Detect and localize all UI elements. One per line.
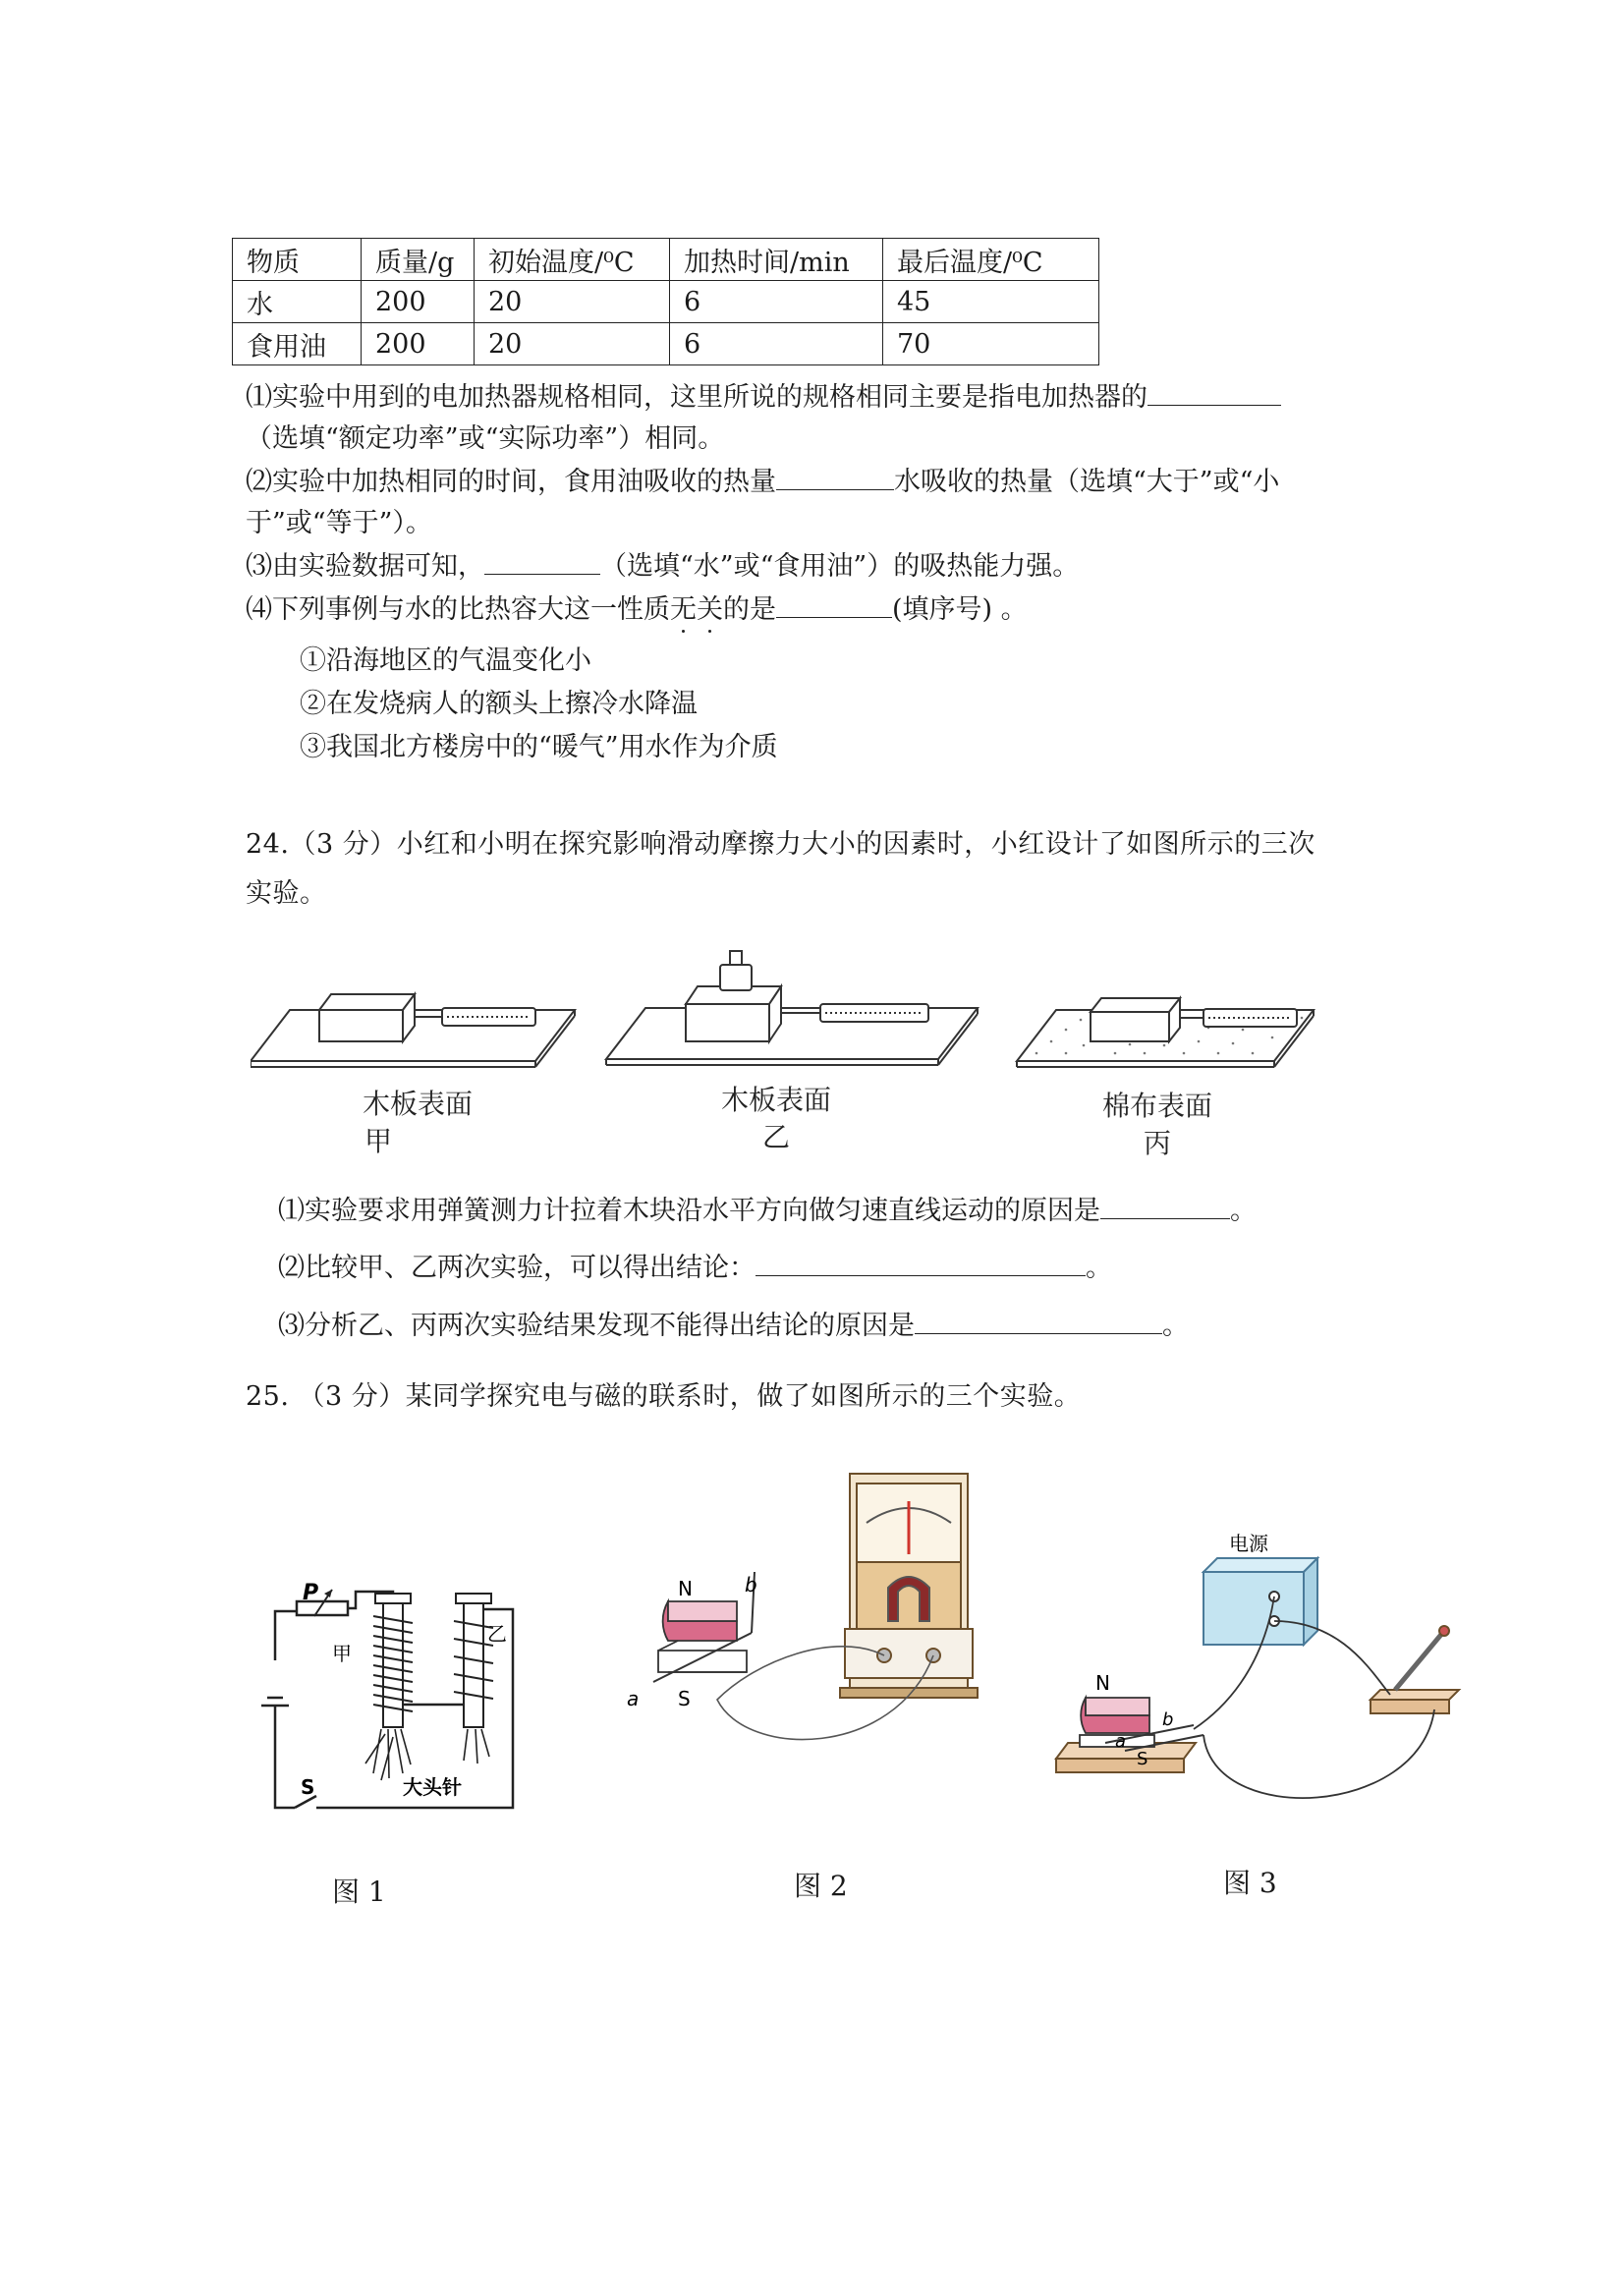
- table-cell: 水: [233, 281, 362, 323]
- galvanometer: [840, 1474, 978, 1698]
- wood-block-bing: [1091, 998, 1180, 1041]
- table-cell: 食用油: [233, 323, 362, 365]
- answer-blank[interactable]: [484, 546, 600, 575]
- q23-part4-line: [246, 589, 1028, 630]
- q23-option-3: ③我国北方楼房中的“暖气”用水作为介质: [300, 732, 778, 762]
- fig-yi-label: 乙: [761, 1121, 790, 1153]
- q23-option-1: ①沿海地区的气温变化小: [300, 645, 591, 676]
- label-s: S: [1137, 1749, 1148, 1769]
- label-p: P: [303, 1581, 319, 1605]
- q24-part1-text: ⑴实验要求用弹簧测力计拉着木块沿水平方向做匀速直线运动的原因是: [278, 1196, 1100, 1226]
- q23-part4-text-a: ⑷下列事例与水的比热容大这一性质: [246, 594, 670, 625]
- q23-option-2: ②在发烧病人的额头上擦冷水降温: [300, 689, 698, 719]
- table-cell: 200: [362, 323, 475, 365]
- table-header-cell: 加热时间/min: [670, 239, 883, 281]
- table-row: [233, 323, 1099, 365]
- q25-stem: 25. （3 分）某同学探究电与磁的联系时，做了如图所示的三个实验。: [246, 1381, 1082, 1412]
- table-cell: 6: [670, 323, 883, 365]
- label-power: 电源: [1229, 1533, 1268, 1555]
- table-header-cell: 初始温度/⁰C: [475, 239, 670, 281]
- table-header-row: [233, 239, 1099, 281]
- data-table: [232, 238, 1099, 365]
- q24-part2-text: ⑵比较甲、乙两次实验，可以得出结论：: [278, 1253, 756, 1283]
- q23-part3-line: [246, 546, 1079, 587]
- answer-blank[interactable]: [1147, 377, 1281, 406]
- table-cell: 45: [883, 281, 1099, 323]
- wood-block-yi: [686, 986, 781, 1041]
- q23-part1-line1: [246, 377, 1281, 418]
- fig-bing-label: 丙: [1143, 1127, 1171, 1159]
- q24-stem-line2: 实验。: [246, 878, 327, 909]
- q23-part2-text-a: ⑵实验中加热相同的时间，食用油吸收的热量: [246, 467, 776, 497]
- label-a: a: [627, 1687, 640, 1710]
- electromagnet-jia: [373, 1594, 413, 1727]
- figure-3-motor-circuit: [1046, 1533, 1488, 1818]
- table-header-cell: 最后温度/⁰C: [883, 239, 1099, 281]
- answer-blank[interactable]: [915, 1306, 1162, 1334]
- answer-blank[interactable]: [776, 589, 892, 618]
- label-b: b: [1162, 1709, 1174, 1730]
- table-cell: 20: [475, 323, 670, 365]
- q23-part4-text-c: (填序号) 。: [892, 594, 1028, 625]
- answer-blank[interactable]: [1100, 1191, 1230, 1219]
- q24-part2: [278, 1248, 1112, 1288]
- q24-part2-end: 。: [1086, 1253, 1112, 1283]
- friction-experiment-figure: [251, 943, 1321, 1081]
- table-cell: 70: [883, 323, 1099, 365]
- figure-2-caption: 图 2: [794, 1870, 848, 1902]
- answer-blank[interactable]: [756, 1248, 1086, 1276]
- label-n: N: [678, 1577, 693, 1600]
- q24-part3-text: ⑶分析乙、丙两次实验结果发现不能得出结论的原因是: [278, 1311, 915, 1341]
- label-a: a: [1115, 1731, 1127, 1752]
- q24-part3-end: 。: [1162, 1311, 1189, 1341]
- q23-part4-text-b: 的是: [723, 594, 776, 625]
- table-cell: 20: [475, 281, 670, 323]
- label-s: S: [678, 1687, 691, 1710]
- label-b: b: [745, 1573, 757, 1596]
- q23-part3-text-b: （选填“水”或“食用油”）的吸热能力强。: [600, 551, 1080, 582]
- q23-part3-text-a: ⑶由实验数据可知，: [246, 551, 484, 582]
- q23-part2-line2: 于”或“等于”）。: [246, 508, 432, 538]
- wood-block-jia: [319, 994, 415, 1041]
- fig-bing-surface: 棉布表面: [1101, 1090, 1212, 1122]
- q23-part1-text-a: ⑴实验中用到的电加热器规格相同，这里所说的规格相同主要是指电加热器的: [246, 382, 1147, 413]
- switch: [1371, 1626, 1459, 1713]
- q24-part3: [278, 1306, 1189, 1346]
- figure-1-caption: 图 1: [332, 1876, 386, 1908]
- q24-part1: [278, 1191, 1257, 1231]
- weight-yi: [720, 951, 752, 990]
- emphasis-char: 无: [670, 594, 697, 625]
- label-yi: 乙: [487, 1622, 507, 1646]
- electromagnet-yi: [454, 1594, 493, 1727]
- fig-yi-surface: 木板表面: [720, 1084, 831, 1116]
- table-header-cell: 质量/g: [362, 239, 475, 281]
- figure-2-galvanometer: [599, 1464, 982, 1759]
- answer-blank[interactable]: [776, 462, 894, 490]
- table-row: [233, 281, 1099, 323]
- u-magnet: [658, 1601, 747, 1672]
- pins: [365, 1729, 489, 1780]
- q23-part2-text-b: 水吸收的热量（选填“大于”或“小: [894, 467, 1280, 497]
- table-cell: 200: [362, 281, 475, 323]
- q23-part2-line1: [246, 462, 1279, 502]
- q24-part1-end: 。: [1230, 1196, 1257, 1226]
- q24-stem-line1: 24.（3 分）小红和小明在探究影响滑动摩擦力大小的因素时，小红设计了如图所示的三次: [246, 829, 1315, 860]
- label-n: N: [1095, 1671, 1110, 1695]
- table-cell: 6: [670, 281, 883, 323]
- q23-part1-line2: （选填“额定功率”或“实际功率”）相同。: [246, 423, 725, 454]
- label-s: S: [301, 1775, 315, 1799]
- fig-jia-label: 甲: [364, 1125, 392, 1157]
- label-jia: 甲: [332, 1642, 352, 1665]
- figure-3-caption: 图 3: [1223, 1867, 1277, 1899]
- figure-1-electromagnet: [246, 1572, 521, 1818]
- fig-jia-surface: 木板表面: [362, 1088, 473, 1120]
- power-supply: [1203, 1558, 1317, 1645]
- table-header-cell: 物质: [233, 239, 362, 281]
- label-pins: 大头针: [403, 1775, 462, 1799]
- emphasis-char: 关: [697, 594, 723, 625]
